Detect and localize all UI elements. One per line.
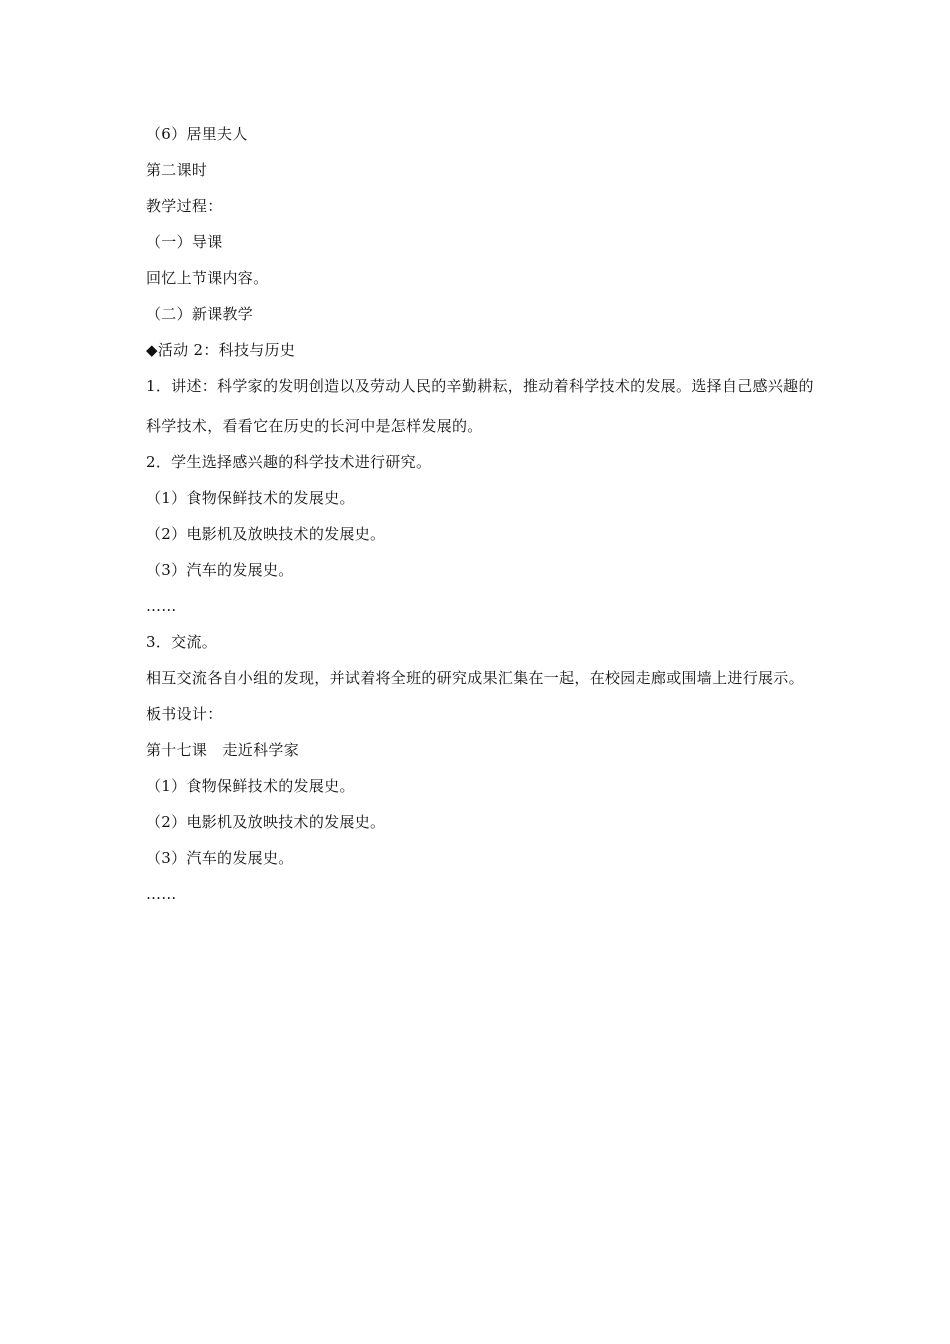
list-item: （2）电影机及放映技术的发展史。 [146,813,386,831]
text-line: 板书设计： [146,705,223,723]
text-line: （6）居里夫人 [146,125,248,143]
activity-heading: ◆活动 2：科技与历史 [146,341,296,359]
ellipsis: …… [146,597,177,615]
list-item: （1）食物保鲜技术的发展史。 [146,777,355,795]
section-title: 第二课时 [146,161,208,179]
paragraph: 1．讲述：科学家的发明创造以及劳动人民的辛勤耕耘，推动着科学技术的发展。选择自己感兴趣的科学技术，看看它在历史的长河中是怎样发展的。 [146,377,814,435]
text-line: 回忆上节课内容。 [146,269,269,287]
paragraph: 相互交流各自小组的发现，并试着将全班的研究成果汇集在一起，在校园走廊或围墙上进行展示。 [146,669,804,687]
ellipsis: …… [146,885,177,903]
list-item: （3）汽车的发展史。 [146,849,294,867]
text-line: 教学过程： [146,197,223,215]
document-body [146,124,816,920]
list-item: （3）汽车的发展史。 [146,561,294,579]
text-line: （二）新课教学 [146,305,254,323]
text-line: 2．学生选择感兴趣的科学技术进行研究。 [146,453,432,471]
list-item: （2）电影机及放映技术的发展史。 [146,525,386,543]
text-line: （一）导课 [146,233,223,251]
text-line: 3．交流。 [146,633,218,651]
board-title: 第十七课 走近科学家 [146,741,300,759]
list-item: （1）食物保鲜技术的发展史。 [146,489,355,507]
